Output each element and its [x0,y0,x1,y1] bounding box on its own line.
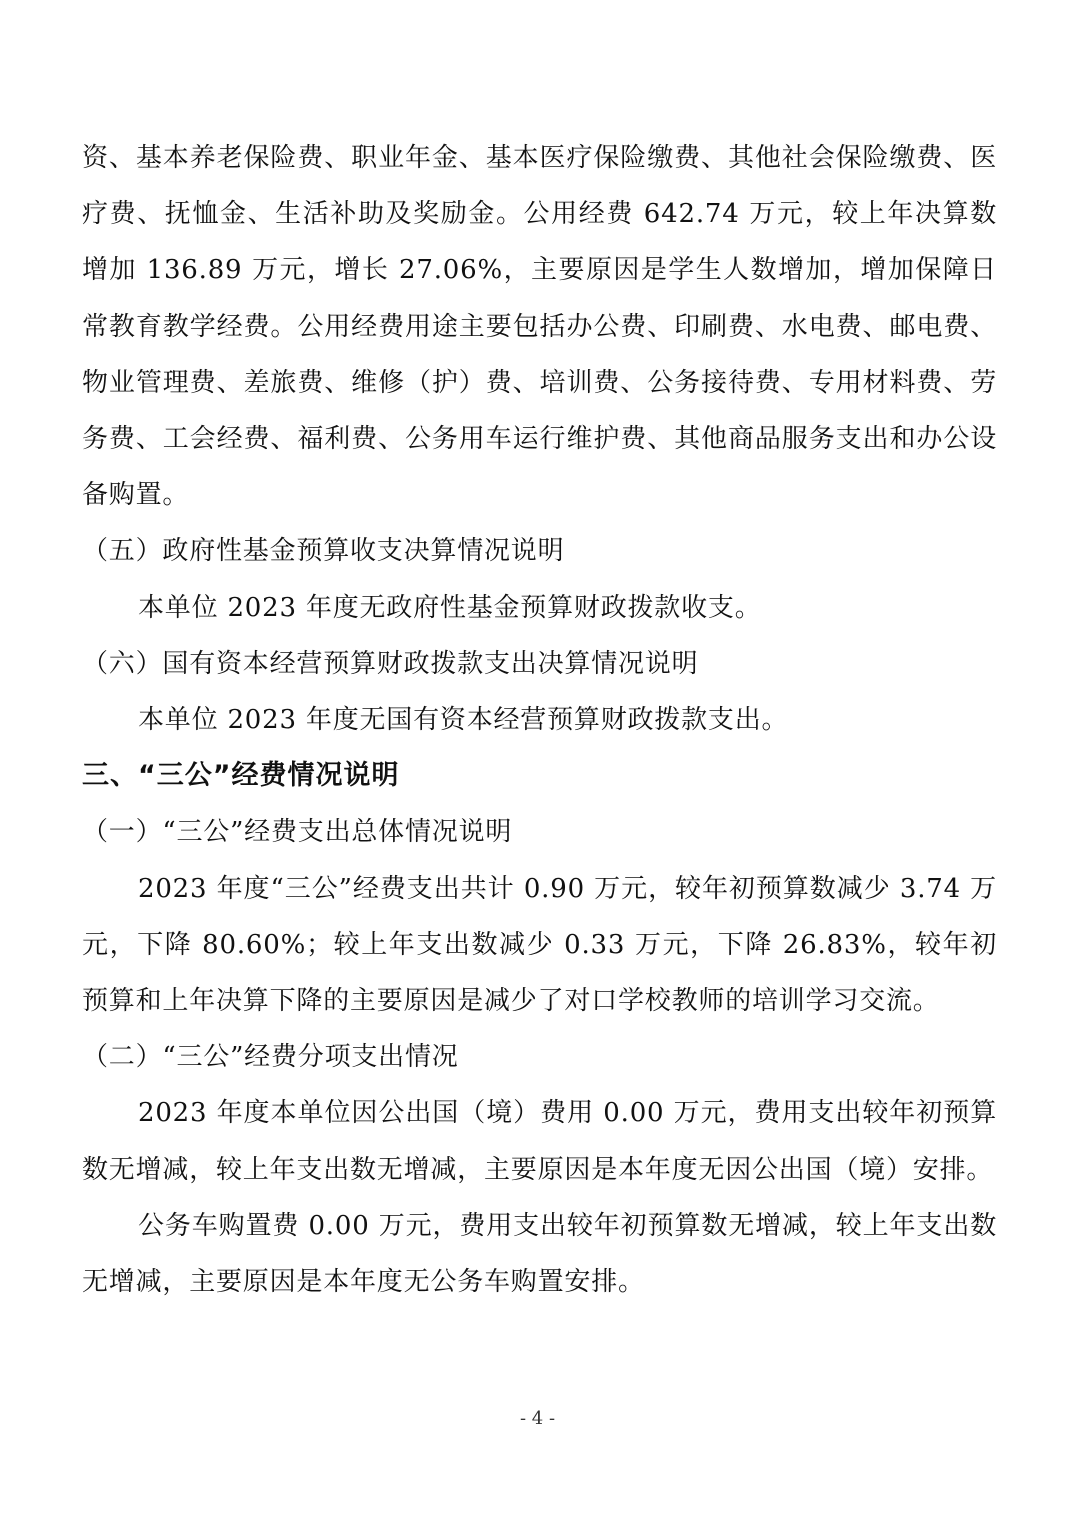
paragraph-vehicle-purchase: 公务车购置费 0.00 万元，费用支出较年初预算数无增减，较上年支出数无增减，主要原因是本年度无公务车购置安排。 [82,1210,997,1298]
paragraph-three-public-overall: 2023 年度“三公”经费支出共计 0.90 万元，较年初预算数减少 3.74 万元，下降 80.60%；较上年支出数减少 0.33 万元，下降 26.83%，较年初预算和上年决算下降的主要原因是减少了对口学校教师的培训学习交流。 [82,873,997,1017]
heading-government-fund-budget: （五）政府性基金预算收支决算情况说明 [82,536,565,567]
paragraph-overseas-travel: 2023 年度本单位因公出国（境）费用 0.00 万元，费用支出较年初预算数无增减，较上年支出数无增减，主要原因是本年度无因公出国（境）安排。 [82,1098,997,1185]
page-number: - 4 - [519,1408,556,1429]
paragraph-state-capital-budget: 本单位 2023 年度无国有资本经营预算财政拨款支出。 [138,705,789,736]
paragraph-government-fund-budget: 本单位 2023 年度无政府性基金预算财政拨款收支。 [138,592,762,623]
heading-three-public-itemized: （二）“三公”经费分项支出情况 [82,1042,459,1073]
heading-three-public-expenses: 三、“三公”经费情况说明 [82,760,400,792]
document-body [82,130,997,1310]
heading-three-public-overall: （一）“三公”经费支出总体情况说明 [82,817,513,848]
heading-state-capital-budget: （六）国有资本经营预算财政拨款支出决算情况说明 [82,648,699,679]
paragraph-public-expenses: 资、基本养老保险费、职业年金、基本医疗保险缴费、其他社会保险缴费、医疗费、抚恤金、生活补助及奖励金。公用经费 642.74 万元，较上年决算数增加 136.89 万元，增长 27.06%，主要原因是学生人数增加，增加保障日常教育教学经费。公用经费用途主要包括办公费、印刷费、水电费、邮电费、物业管理费、差旅费、维修（护）费、培训费、公务接待费、专用材料费、劳务费、工会经费、福利费、公务用车运行维护费、其他商品服务支出和办公设备购置。 [82,143,997,511]
